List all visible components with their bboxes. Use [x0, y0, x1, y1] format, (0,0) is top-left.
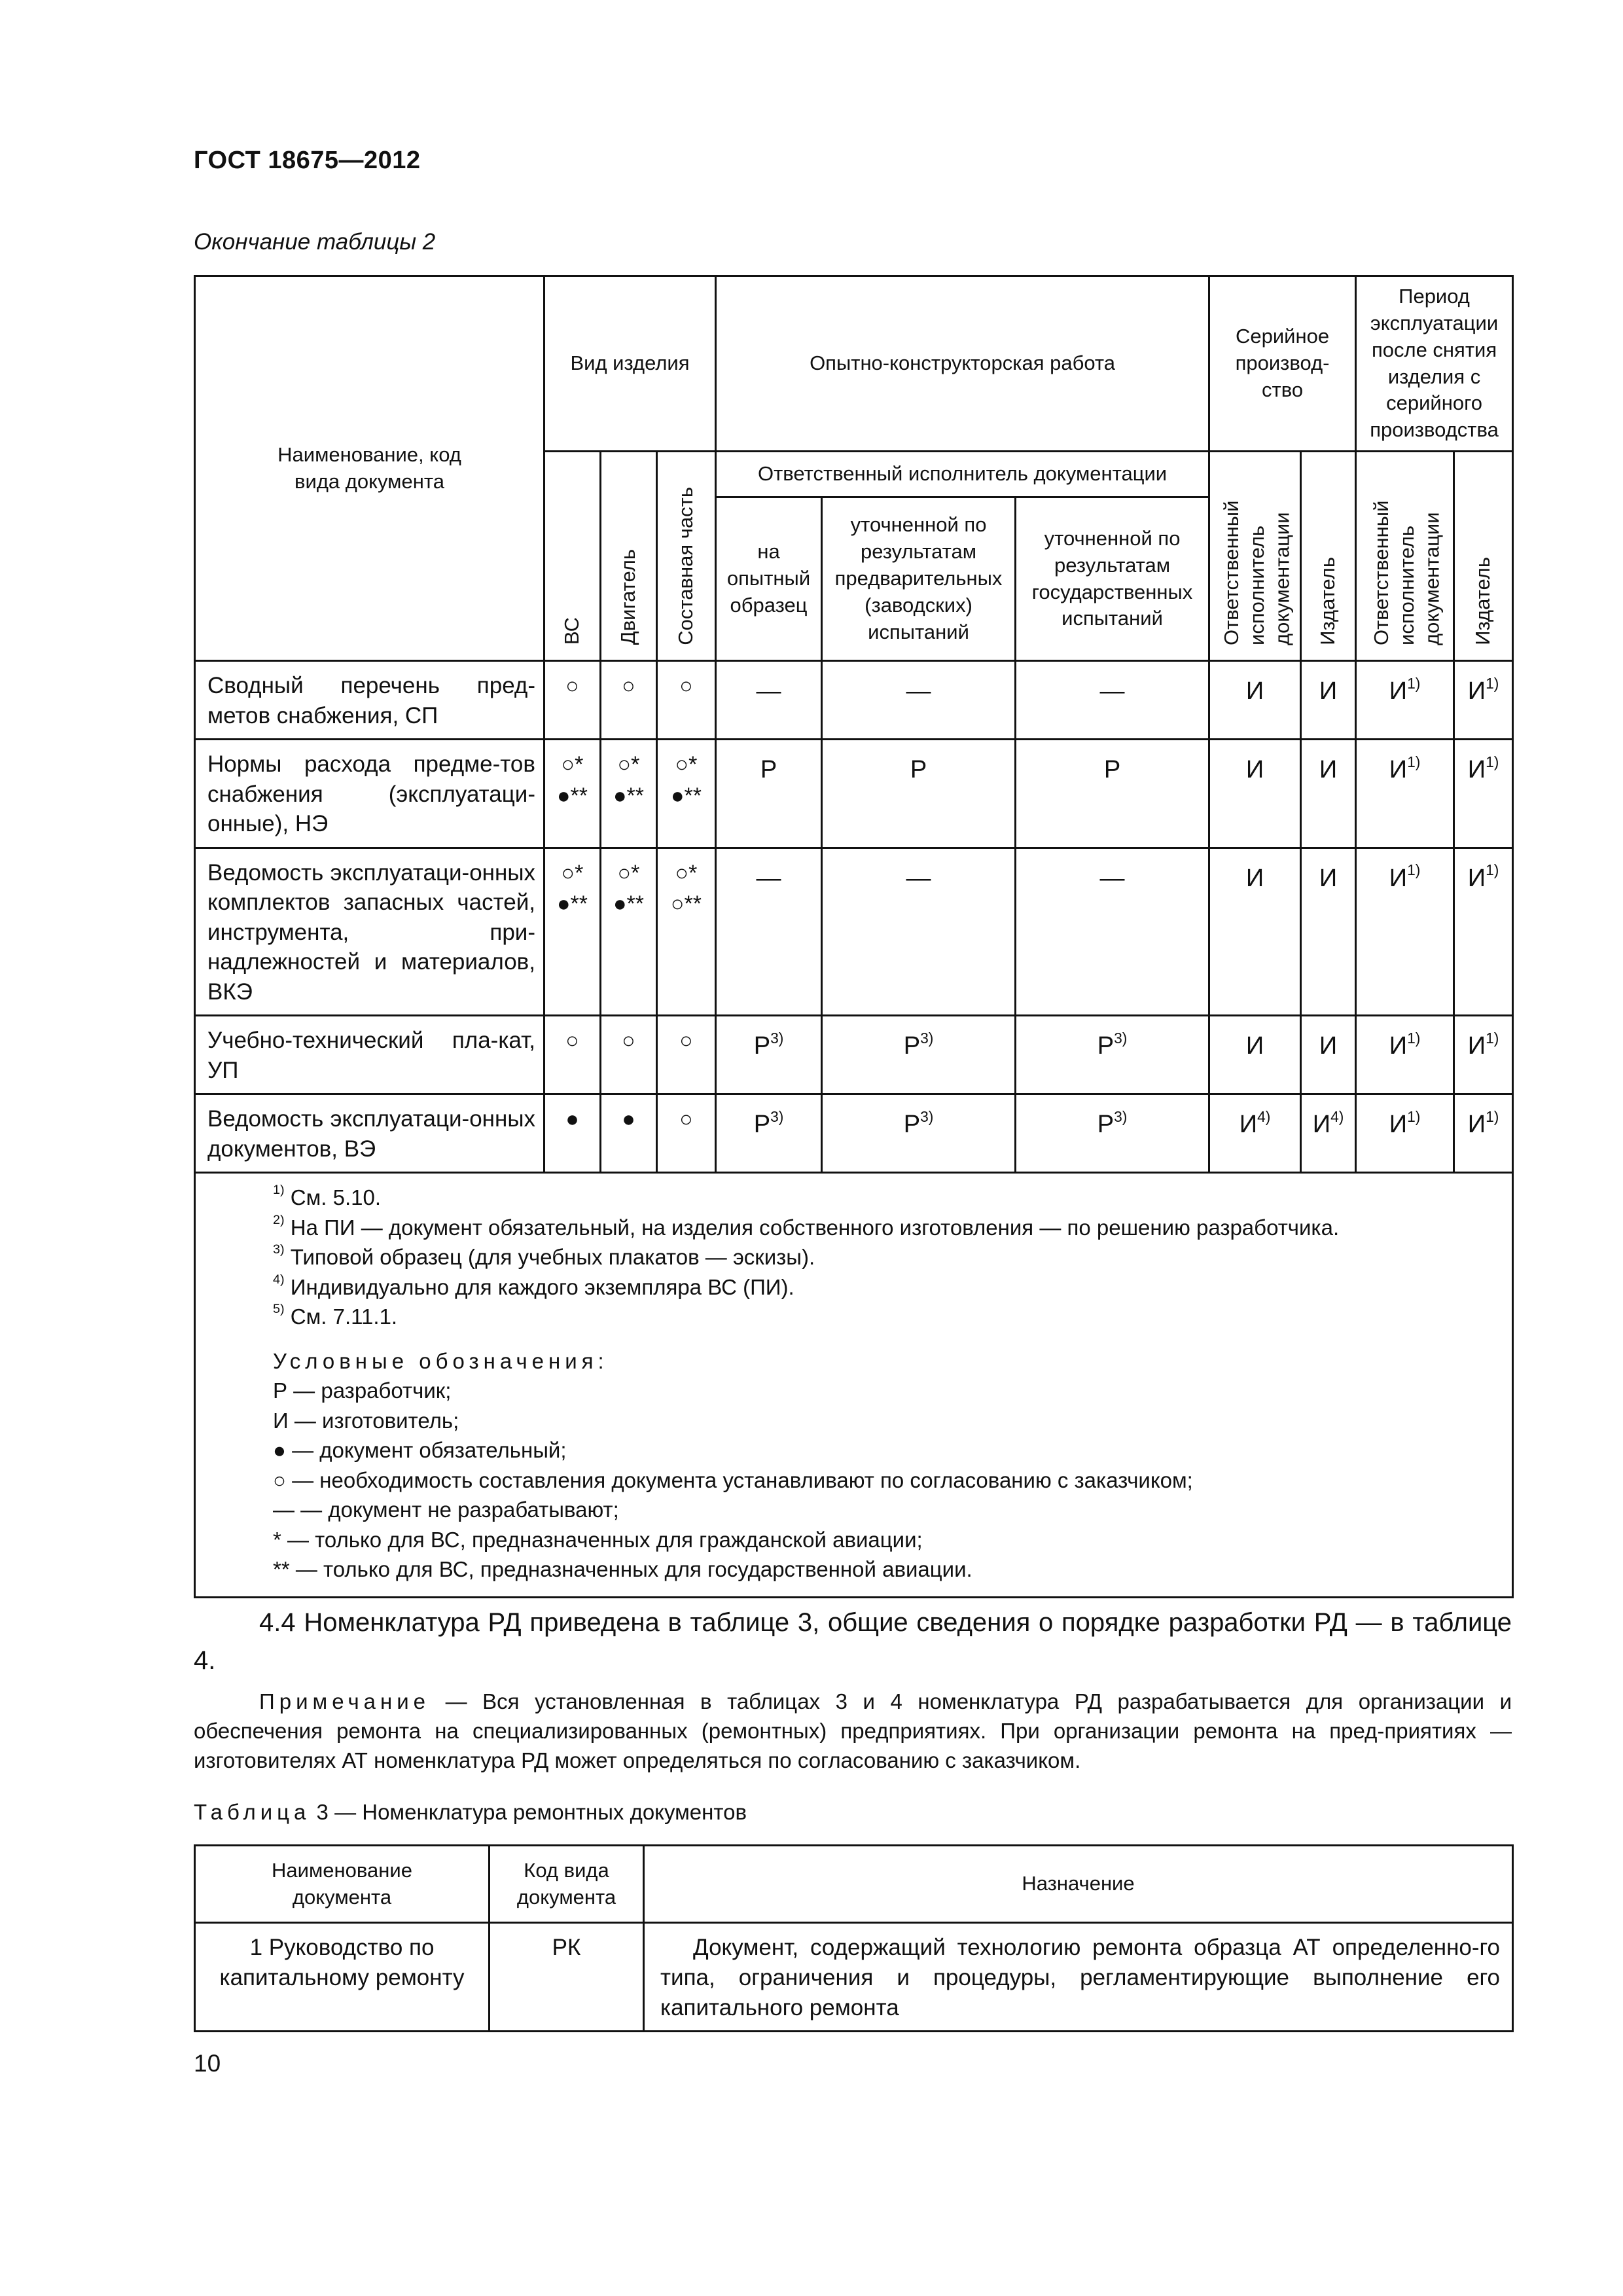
- cell-component: ○: [657, 1094, 716, 1173]
- cell-prelim: $Р^{3)}$: [822, 1016, 1016, 1094]
- header-serial-pub: Издатель: [1301, 452, 1356, 661]
- header-serial: Серийное производ-ство: [1209, 276, 1356, 452]
- cell-op-pub: $И^{1)}$: [1454, 848, 1513, 1016]
- document-code-header: ГОСТ 18675—2012: [194, 147, 421, 174]
- cell-prelim: —: [822, 661, 1016, 740]
- cell-state: $Р^{3)}$: [1016, 1094, 1209, 1173]
- cell-state: —: [1016, 661, 1209, 740]
- cell-op-pub: $И^{1)}$: [1454, 1016, 1513, 1094]
- table-row: [195, 1923, 1513, 2032]
- legend-item: ○ — необходимость составления документа устанавливают по согласованию с заказчиком;: [273, 1467, 1193, 1492]
- cell-engine: ○* ●**: [601, 740, 657, 848]
- cell-op-resp: $И^{1)}$: [1356, 848, 1454, 1016]
- cell-op-resp: $И^{1)}$: [1356, 661, 1454, 740]
- table-2: [194, 275, 1514, 1598]
- cell-ser-resp: И: [1209, 848, 1301, 1016]
- cell-ser-pub: И: [1301, 1016, 1356, 1094]
- cell-doc-code: РК: [490, 1923, 644, 2032]
- cell-purpose: Документ, содержащий технологию ремонта образца АТ определенно-го типа, ограничения и процедуры, регламентирующие выполнение его капитального ремонта: [644, 1923, 1513, 2032]
- legend-title: Условные обозначения:: [273, 1348, 609, 1373]
- cell-ser-pub: $И^{4)}$: [1301, 1094, 1356, 1173]
- row-name: Сводный перечень пред-метов снабжения, СП: [195, 661, 544, 740]
- cell-ser-resp: И: [1209, 740, 1301, 848]
- footnote: $^{2)}$ На ПИ — документ обязательный, на изделия собственного изготовления — по решению разработчика.: [273, 1212, 1340, 1240]
- cell-op-resp: $И^{1)}$: [1356, 740, 1454, 848]
- cell-component: ○* ○**: [657, 848, 716, 1016]
- cell-engine: ○* ●**: [601, 848, 657, 1016]
- cell-prelim: —: [822, 848, 1016, 1016]
- cell-engine: ●: [601, 1094, 657, 1173]
- header-doc-name: Наименование документа: [195, 1846, 490, 1923]
- note-label: Примечание: [259, 1689, 431, 1713]
- header-component: Составная часть: [657, 452, 716, 661]
- table-row: [195, 1016, 1513, 1094]
- cell-prototype: $Р^{3)}$: [716, 1016, 822, 1094]
- cell-component: ○: [657, 1016, 716, 1094]
- cell-ser-pub: И: [1301, 661, 1356, 740]
- table-row: [195, 661, 1513, 740]
- header-operation: Период эксплуатации после снятия изделия с серийного производства: [1356, 276, 1513, 452]
- cell-ser-resp: И: [1209, 661, 1301, 740]
- cell-vs: ○: [544, 661, 601, 740]
- header-doc-code: Код вида документа: [490, 1846, 644, 1923]
- cell-prototype: $Р^{3)}$: [716, 1094, 822, 1173]
- cell-ser-resp: И: [1209, 1016, 1301, 1094]
- cell-vs: ○* ●**: [544, 740, 601, 848]
- cell-op-pub: $И^{1)}$: [1454, 1094, 1513, 1173]
- cell-ser-pub: И: [1301, 740, 1356, 848]
- cell-prelim: Р: [822, 740, 1016, 848]
- cell-vs: ○: [544, 1016, 601, 1094]
- header-op-resp: Ответственный исполнитель документации: [1356, 452, 1454, 661]
- cell-op-pub: $И^{1)}$: [1454, 740, 1513, 848]
- legend-item: ● — документ обязательный;: [273, 1438, 567, 1463]
- cell-op-resp: $И^{1)}$: [1356, 1016, 1454, 1094]
- footnote: $^{3)}$ Типовой образец (для учебных плакатов — эскизы).: [273, 1242, 815, 1270]
- row-name: Нормы расхода предме-тов снабжения (эксплуатаци-онные), НЭ: [195, 740, 544, 848]
- cell-prelim: $Р^{3)}$: [822, 1094, 1016, 1173]
- header-responsible: Ответственный исполнитель документации: [716, 452, 1209, 497]
- cell-prototype: —: [716, 661, 822, 740]
- legend-item: — — документ не разрабатывают;: [273, 1498, 619, 1522]
- table-footnotes-legend: [195, 1173, 1513, 1598]
- header-prototype: на опытный образец: [716, 497, 822, 661]
- header-refined-state: уточненной по результатам государственных испытаний: [1016, 497, 1209, 661]
- legend-item: * — только для ВС, предназначенных для гражданской авиации;: [273, 1527, 923, 1552]
- note-text: — Вся установленная в таблицах 3 и 4 номенклатура РД разрабатывается для организации и обеспечения ремонта на специализированных (ремонтных) предприятиях. При организации ремонта на пред-приятиях — изготовителях АТ номенклатура РД может определяться по согласованию с заказчиком.: [194, 1689, 1512, 1772]
- row-name: Учебно-технический пла-кат, УП: [195, 1016, 544, 1094]
- table-3-caption: Таблица 3 — Номенклатура ремонтных документов: [194, 1800, 747, 1824]
- note-paragraph: [194, 1687, 1512, 1776]
- header-serial-resp: Ответственный исполнитель документации: [1209, 452, 1301, 661]
- table-continuation-caption: Окончание таблицы 2: [194, 229, 436, 255]
- cell-vs: ●: [544, 1094, 601, 1173]
- footnote: $^{5)}$ См. 7.11.1.: [273, 1302, 398, 1329]
- cell-engine: ○: [601, 1016, 657, 1094]
- legend-item: Р — разработчик;: [273, 1378, 452, 1403]
- cell-engine: ○: [601, 661, 657, 740]
- cell-state: $Р^{3)}$: [1016, 1016, 1209, 1094]
- legend-item: И — изготовитель;: [273, 1408, 459, 1433]
- footnote: $^{4)}$ Индивидуально для каждого экземпляра ВС (ПИ).: [273, 1272, 794, 1299]
- cell-prototype: —: [716, 848, 822, 1016]
- cell-component: ○: [657, 661, 716, 740]
- cell-state: Р: [1016, 740, 1209, 848]
- cell-component: ○* ●**: [657, 740, 716, 848]
- cell-ser-pub: И: [1301, 848, 1356, 1016]
- row-name: Ведомость эксплуатаци-онных комплектов запасных частей, инструмента, при-надлежностей и материалов, ВКЭ: [195, 848, 544, 1016]
- cell-vs: ○* ●**: [544, 848, 601, 1016]
- table-row: [195, 740, 1513, 848]
- cell-op-pub: $И^{1)}$: [1454, 661, 1513, 740]
- header-refined-prelim: уточненной по результатам предварительных (заводских) испытаний: [822, 497, 1016, 661]
- cell-ser-resp: $И^{4)}$: [1209, 1094, 1301, 1173]
- header-product-type: Вид изделия: [544, 276, 716, 452]
- cell-doc-name: 1 Руководство по капитальному ремонту: [195, 1923, 490, 2032]
- legend-item: ** — только для ВС, предназначенных для государственной авиации.: [273, 1557, 972, 1582]
- table-3: [194, 1844, 1514, 2032]
- table-row: [195, 1094, 1513, 1173]
- header-vs: ВС: [544, 452, 601, 661]
- row-name: Ведомость эксплуатаци-онных документов, ВЭ: [195, 1094, 544, 1173]
- header-op-pub: Издатель: [1454, 452, 1513, 661]
- header-purpose: Назначение: [644, 1846, 1513, 1923]
- page-number: 10: [194, 2050, 221, 2077]
- header-rnd: Опытно-конструкторская работа: [716, 276, 1209, 452]
- paragraph-4-4: 4.4 Номенклатура РД приведена в таблице 3, общие сведения о порядке разработки РД — в таблице 4.: [194, 1608, 1512, 1675]
- cell-state: —: [1016, 848, 1209, 1016]
- footnote: $^{1)}$ См. 5.10.: [273, 1183, 382, 1210]
- cell-prototype: Р: [716, 740, 822, 848]
- cell-op-resp: $И^{1)}$: [1356, 1094, 1454, 1173]
- table-row: [195, 848, 1513, 1016]
- header-engine: Двигатель: [601, 452, 657, 661]
- header-name-col: Наименование, код вида документа: [195, 276, 544, 661]
